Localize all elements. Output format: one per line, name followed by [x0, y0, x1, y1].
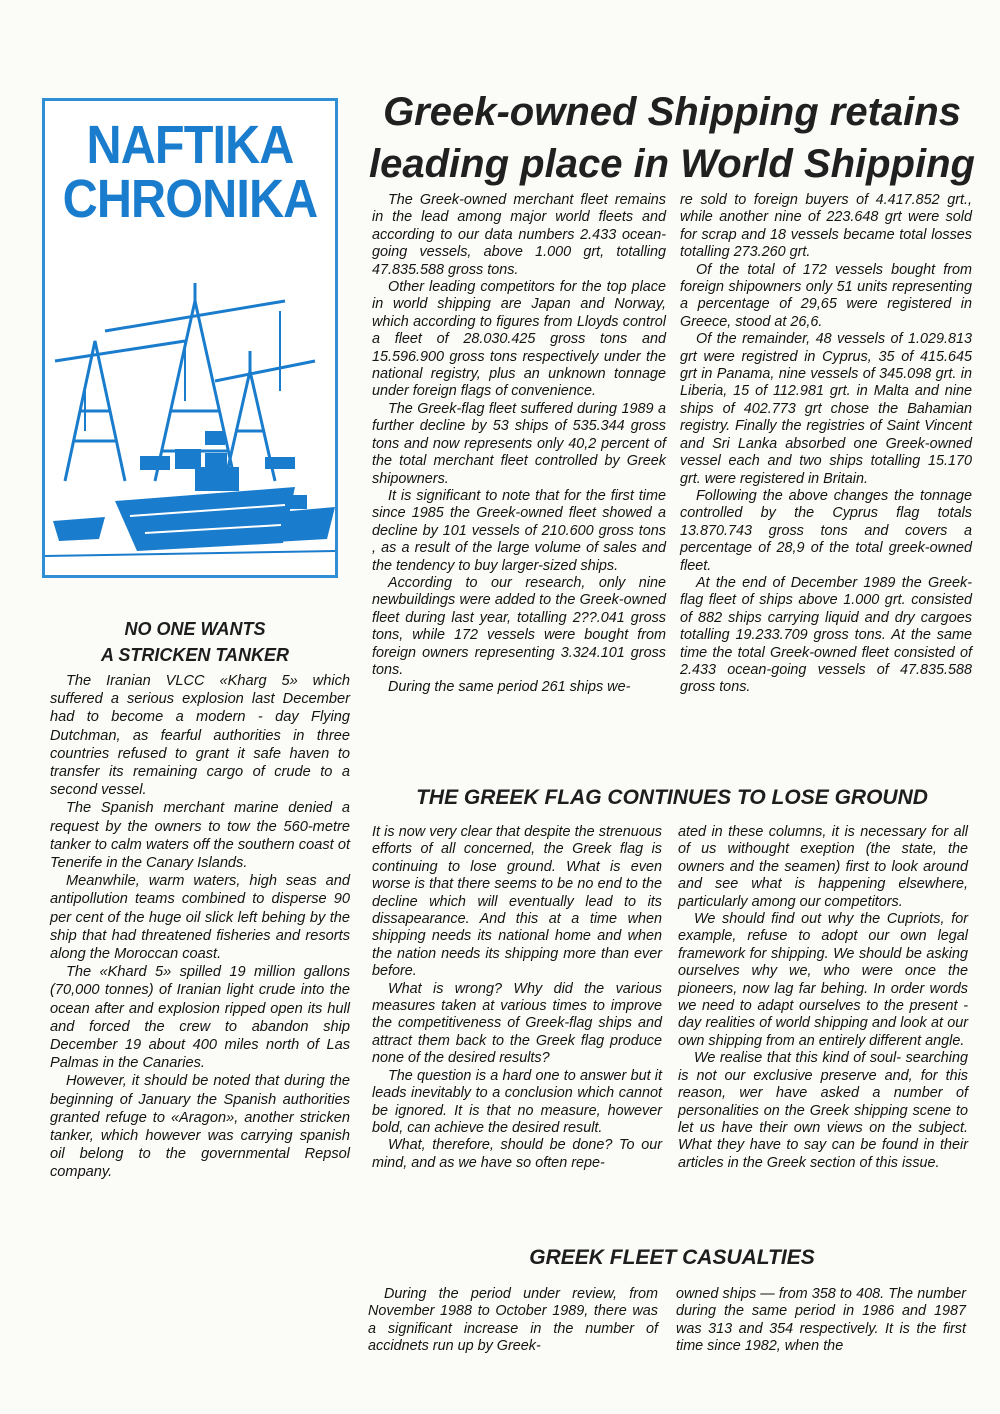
casualties-article-column-2	[676, 1286, 966, 1356]
flag-article-column-1	[372, 824, 662, 1172]
paragraph: The Iranian VLCC «Kharg 5» which suffered a serious explosion last December had to become a modern - day Flying Dutchman, as fearful authorities in three countries refused to grant it safe haven to transfer its remaining cargo of crude to a second vessel.	[50, 673, 350, 799]
paragraph: It is significant to note that for the first time since 1985 the Greek-owned fleet showed a decline by 101 vessels of 210.600 gross tons , as a result of the large volume of sales and the tendency to buy larger-sized ships.	[372, 487, 666, 574]
paragraph: The Spanish merchant marine denied a request by the owners to tow the 560-metre tanker to calm waters off the southern coast ot Tenerife in the Canary Islands.	[50, 800, 350, 872]
casualties-article-headline: GREEK FLEET CASUALTIES	[529, 1246, 815, 1269]
paragraph: According to our research, only nine newbuildings were added to the Greek-owned fleet during last year, totalling 2??.041 gross tons, while 172 vessels were bought from foreign owners representing 3.324.101 gross tons.	[372, 574, 666, 678]
paragraph: owned ships — from 358 to 408. The number during the same period in 1986 and 1987 was 313 and 354 respectively. It is the first time since 1982, when the	[676, 1286, 966, 1355]
tanker-headline-line-2: A STRICKEN TANKER	[101, 645, 289, 665]
flag-article-headline: THE GREEK FLAG CONTINUES TO LOSE GROUND	[416, 786, 928, 809]
headline-line-1: Greek-owned Shipping retains	[383, 90, 961, 134]
paragraph: We should find out why the Cupriots, for example, refuse to adopt our own legal framework for shipping. We should be asking ourselves why we, who were once the pioneers, now lag far behing. In order words we need to adapt ourselves to the present -day realities of world shipping and look at our own shipping from an entirely different angle.	[678, 911, 968, 1049]
paragraph: What is wrong? Why did the various measures taken at various times to improve the competitiveness of Greek-flag ships and attract them back to the Greek flag produce none of the desired results?	[372, 980, 662, 1067]
main-article-column-1	[372, 192, 666, 697]
masthead-line-1: NAFTIKA	[86, 115, 294, 175]
masthead-line-2: CHRONIKA	[62, 169, 318, 229]
tanker-article-body	[50, 672, 350, 1182]
paragraph: During the period under review, from November 1988 to October 1989, there was a significant increase in the number of accidnets run up by Greek-	[368, 1286, 658, 1355]
paragraph: The Greek-flag fleet suffered during 1989 a further decline by 53 ships of 535.344 gross tons and now represents only 40,2 percent of the total merchant fleet controlled by Greek shipowners.	[372, 400, 666, 487]
paragraph: Of the remainder, 48 vessels of 1.029.813 grt were registred in Cyprus, 35 of 415.645 grt in Panama, nine vessels of 345.098 grt. in Liberia, 15 of 112.981 grt. in Malta and nine ships of 402.773 grt chose the Bahamian registry. Finally the registries of Saint Vincent and Sri Lanka absorbed one Greek-owned vessel each and two ships totalling 15.170 grt. were registered in Britain.	[680, 331, 972, 487]
port-cranes-illustration	[45, 281, 335, 571]
paragraph: ated in these columns, it is necessary for all of us withought exeption (the state, the owners and the seamen) first to look around and see what is happening elsewhere, particularly among our competitors.	[678, 824, 968, 910]
paragraph: Of the total of 172 vessels bought from foreign shipowners only 51 units representing a percentage of 29,65 were registered in Greece, stood at 26,6.	[680, 261, 972, 330]
paragraph: Following the above changes the tonnage controlled by the Cyprus flag totals 13.870.743 gross tons and covers a percentage of 28,9 of the total greek-owned fleet.	[680, 487, 972, 574]
paragraph: What, therefore, should be done? To our mind, and as we have so often repe-	[372, 1137, 662, 1171]
paragraph: However, it should be noted that during the beginning of January the Spanish authorities granted refuge to «Aragon», another stricken tanker, which however was carrying spanish oil belong to the governmental Repsol company.	[50, 1073, 350, 1181]
main-article-column-2	[680, 192, 972, 697]
paragraph: Other leading competitors for the top place in world shipping are Japan and Norway, which according to figures from Lloyds control a fleet of 28.030.425 gross tons and 15.596.900 gross tons respectively under the national registry, plus an unknown tonnage under foreign flags of convenience.	[372, 279, 666, 400]
main-article-headline	[362, 86, 982, 190]
tanker-article-headline	[50, 616, 340, 668]
paragraph: The question is a hard one to answer but it leads inevitably to a conclusion which cannot be ignored. It is that no measure, however bold, can achieve the desired result.	[372, 1067, 662, 1136]
flag-article-column-2	[678, 824, 968, 1172]
paragraph: We realise that this kind of soul- searching is not our exclusive preserve and, for this reason, wer have asked a number of personalities on the Greek shipping scene to let us have their own views on the subject. What they have to say can be found in their articles in the Greek section of this issue.	[678, 1050, 968, 1171]
paragraph: The «Khard 5» spilled 19 million gallons (70,000 tonnes) of Iranian light crude into the ocean after and explosion ripped open its hull and forced the crew to abandon ship December 19 about 400 miles north of Las Palmas in the Canaries.	[50, 964, 350, 1072]
paragraph: Meanwhile, warm waters, high seas and antipollution teams combined to disperse 90 per cent of the huge oil slick left behing by the ship that had threatened fisheries and resorts along the Moroccan coast.	[50, 873, 350, 963]
masthead-logo	[42, 98, 338, 578]
paragraph: It is now very clear that despite the strenuous efforts of all concerned, the Greek flag is continuing to lose ground. What is even worse is that there seems to be no end to the decline which will eventually lead to its dissapearance. And this at a time when shipping needs its national home and when the nation needs its shipping more than ever before.	[372, 824, 662, 980]
paragraph: re sold to foreign buyers of 4.417.852 grt., while another nine of 223.648 grt were sold for scrap and 18 vessels became total losses totalling 273.260 grt.	[680, 192, 972, 261]
paragraph: The Greek-owned merchant fleet remains in the lead among major world fleets and according to our data numbers 2.433 ocean-going vessels, above 1.000 grt, totalling 47.835.588 gross tons.	[372, 192, 666, 278]
paragraph: At the end of December 1989 the Greek-flag fleet of ships above 1.000 grt. consisted of 882 ships carrying liquid and dry cargoes totalling 19.233.709 gross tons. At the same time the total Greek-owned fleet consisted of 2.433 ocean-going vessels of 47.835.588 gross tons.	[680, 574, 972, 696]
headline-line-2: leading place in World Shipping	[369, 142, 975, 186]
tanker-headline-line-1: NO ONE WANTS	[124, 619, 266, 639]
casualties-article-column-1	[368, 1286, 658, 1356]
paragraph: During the same period 261 ships we-	[388, 679, 631, 696]
